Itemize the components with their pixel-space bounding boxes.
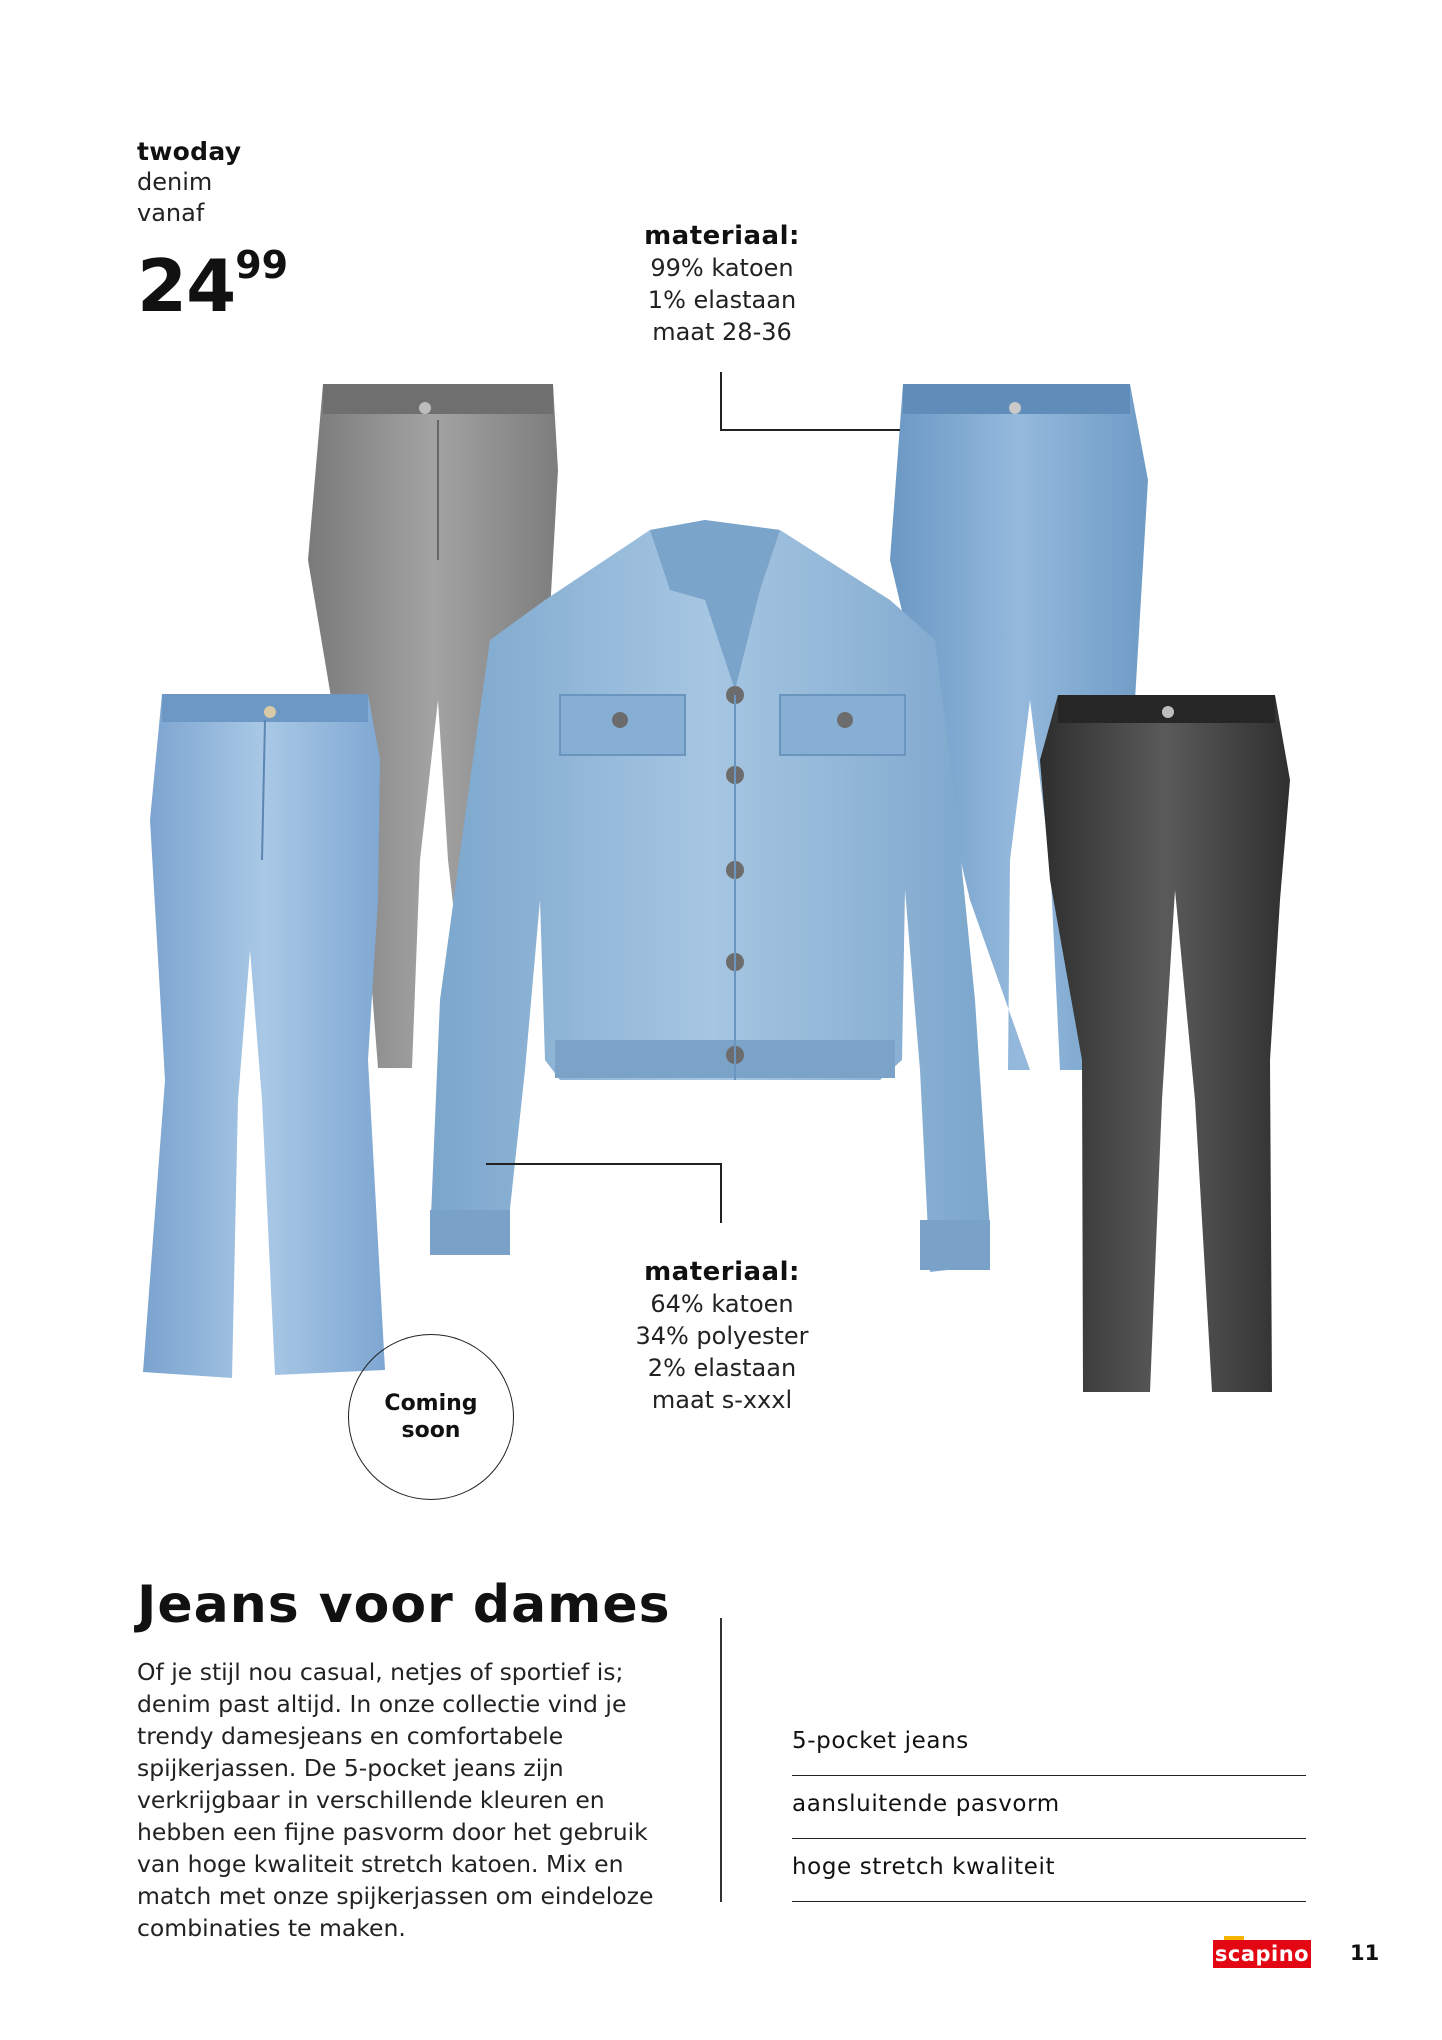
denim-jacket — [430, 520, 990, 1272]
callout-line-top-vertical — [720, 372, 722, 430]
badge-line: soon — [401, 1418, 461, 1443]
size-range: maat 28-36 — [652, 318, 792, 346]
section-body: Of je stijl nou casual, netjes of sportief is; denim past altijd. In onze collectie vind je trendy damesjeans en comfortabele spijkerjassen. De 5-pocket jeans zijn verkrijgbaar in verschillende kleuren en hebben een fijne pasvorm door het gebruik van hoge kwaliteit stretch katoen. Mix en match met onze spijkerjassen om eindeloze combinaties te maken. — [137, 1658, 654, 1942]
feature-item: aansluitende pasvorm — [792, 1777, 1306, 1839]
vertical-divider — [720, 1618, 722, 1902]
material-line: 34% polyester — [635, 1322, 809, 1350]
price-euros: 24 — [137, 244, 236, 328]
light-blue-flare-jeans — [143, 694, 385, 1378]
scapino-logo: scapino — [1214, 1942, 1310, 1966]
brand-name: twoday — [137, 137, 242, 166]
material-line: 64% katoen — [650, 1290, 794, 1318]
brand-category: denim — [137, 168, 213, 196]
feature-item: hoge stretch kwaliteit — [792, 1840, 1306, 1902]
badge-line: Coming — [384, 1391, 478, 1416]
callout-line-bottom-horizontal — [486, 1163, 722, 1165]
material-info-jeans — [572, 220, 872, 348]
feature-item: 5-pocket jeans — [792, 1714, 1306, 1776]
page-number: 11 — [1350, 1941, 1380, 1965]
material-line: 99% katoen — [650, 254, 794, 282]
material-heading: materiaal: — [644, 1257, 800, 1287]
material-line: 2% elastaan — [647, 1354, 797, 1382]
coming-soon-badge — [348, 1334, 514, 1500]
material-info-jacket — [572, 1256, 872, 1416]
material-heading: materiaal: — [644, 221, 800, 251]
callout-line-top-horizontal — [720, 429, 900, 431]
price-prefix: vanaf — [137, 199, 205, 227]
section-title: Jeans voor dames — [137, 1575, 671, 1635]
price-cents: 99 — [235, 243, 289, 287]
size-range: maat s-xxxl — [651, 1386, 793, 1414]
callout-line-bottom-vertical — [720, 1163, 722, 1223]
material-line: 1% elastaan — [647, 286, 797, 314]
